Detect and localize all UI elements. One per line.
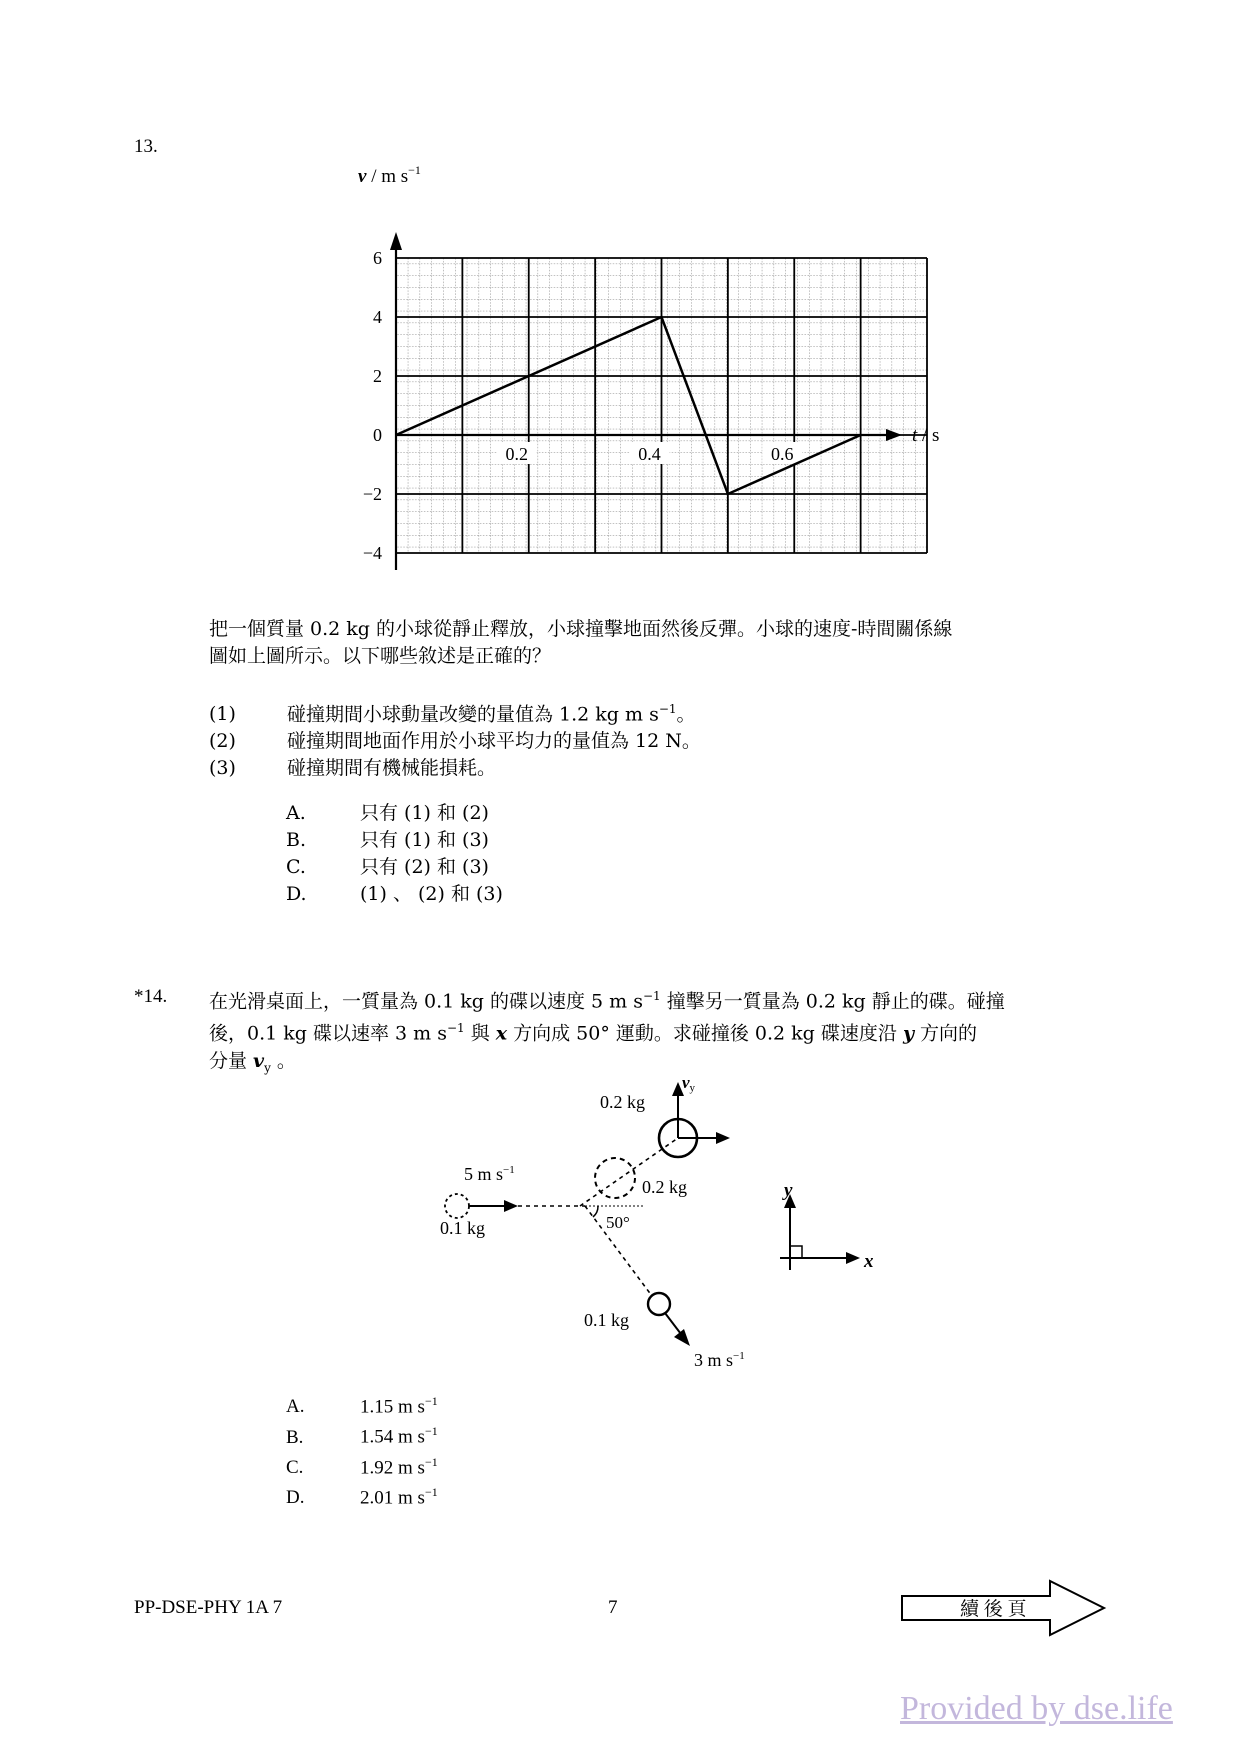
y-tick-label: 4 [373,307,382,327]
incoming-disc-0-1kg [445,1194,469,1218]
label-0-2kg-top: 0.2 kg [600,1092,645,1112]
q14-options [286,1389,438,1510]
label-0-1kg-bottom: 0.1 kg [584,1310,629,1330]
q13-option-b[interactable]: B. 只有 (1) 和 (3) [286,829,489,851]
q13-option-a[interactable]: A. 只有 (1) 和 (2) [286,802,489,824]
label-0-1kg-left: 0.1 kg [440,1218,485,1238]
q13-stem [209,616,1139,670]
x-axis-label: t / s [912,425,940,446]
label-angle: 50° [606,1213,630,1232]
angle-arc [593,1206,598,1217]
statement-1: (1) 碰撞期間小球動量改變的量值為 1.2 kg m $s^{-1}$。 [209,702,696,726]
question-14-number: *14. [134,986,168,1007]
q13-option-d[interactable]: D. (1) 、 (2) 和 (3) [286,883,503,905]
footer-paper-code: PP-DSE-PHY 1A 7 [134,1597,283,1618]
label-0-2kg-mid: 0.2 kg [642,1177,687,1197]
q14-stem-line-2: 後，0.1 kg 碟以速率 3 m $s^{-1}$ 與 x 方向成 50° 運動。求碰撞後 0.2 kg 碟速度沿 y 方向的 [209,1021,978,1045]
footer-page-number: 7 [608,1597,618,1618]
q14-option-d[interactable]: D. 2.01 m $s^{-1}$ [286,1484,438,1509]
q14-stem-line-3: 分量 $v_y$ 。 [209,1049,296,1075]
statement-3: (3) 碰撞期間有機械能損耗。 [209,757,497,780]
continue-arrow[interactable] [900,1578,1110,1638]
velocity-time-graph [340,160,980,580]
statement-2: (2) 碰撞期間地面作用於小球平均力的量值為 12 N。 [209,730,701,753]
y-axis-label: v / m $s^{-1}$ [358,163,421,187]
velocity-arrowhead-5ms [504,1200,518,1212]
y-tick-label: −2 [362,484,382,504]
q14-stem-line-1: 在光滑桌面上，一質量為 0.1 kg 的碟以速度 5 m $s^{-1}$ 撞擊另一質量為 0.2 kg 靜止的碟。碰撞 [209,989,1005,1013]
q13-stem-line-2: 圖如上圖所示。以下哪些敘述是正確的？ [209,645,552,667]
q14-option-a[interactable]: A. 1.15 m $s^{-1}$ [286,1394,438,1418]
y-tick-label: 0 [373,425,382,445]
q13-option-c[interactable]: C. 只有 (2) 和 (3) [286,856,489,878]
diagram-x-arrowhead [846,1252,860,1264]
q13-options [286,800,503,908]
vx-arrowhead [716,1132,730,1144]
diagram-x-label: x [864,1251,874,1272]
q14-option-c[interactable]: C. 1.92 m $s^{-1}$ [286,1454,438,1478]
q13-statements [209,696,701,782]
x-tick-label: 0.2 [505,444,528,464]
velocity-arrowhead-3ms [674,1329,690,1346]
watermark: Provided by dse.life [900,1690,1173,1727]
right-angle-marker [790,1246,802,1258]
q13-stem-line-1: 把一個質量 0.2 kg 的小球從靜止釋放，小球撞擊地面然後反彈。小球的速度-時間關係線 [209,618,953,640]
label-vy: vy [682,1073,696,1094]
diagram-y-label: y [784,1180,793,1201]
x-tick-label: 0.4 [638,444,661,464]
collision-diagram [420,1070,900,1370]
x-tick-label: 0.6 [771,444,794,464]
incoming-disc-final-0-1kg [648,1293,670,1315]
q14-stem [209,983,1139,1081]
y-tick-label: 2 [373,366,382,386]
label-3ms: 3 m $s^{-1}$ [694,1350,745,1370]
q14-option-b[interactable]: B. 1.54 m $s^{-1}$ [286,1424,438,1448]
y-axis-arrow [390,232,402,250]
question-13-number: 13. [134,136,158,157]
y-tick-label: 6 [373,248,382,268]
label-5ms: 5 m $s^{-1}$ [464,1164,515,1184]
y-tick-label: −4 [362,543,382,563]
continue-label: 續 後 頁 [960,1599,1027,1620]
